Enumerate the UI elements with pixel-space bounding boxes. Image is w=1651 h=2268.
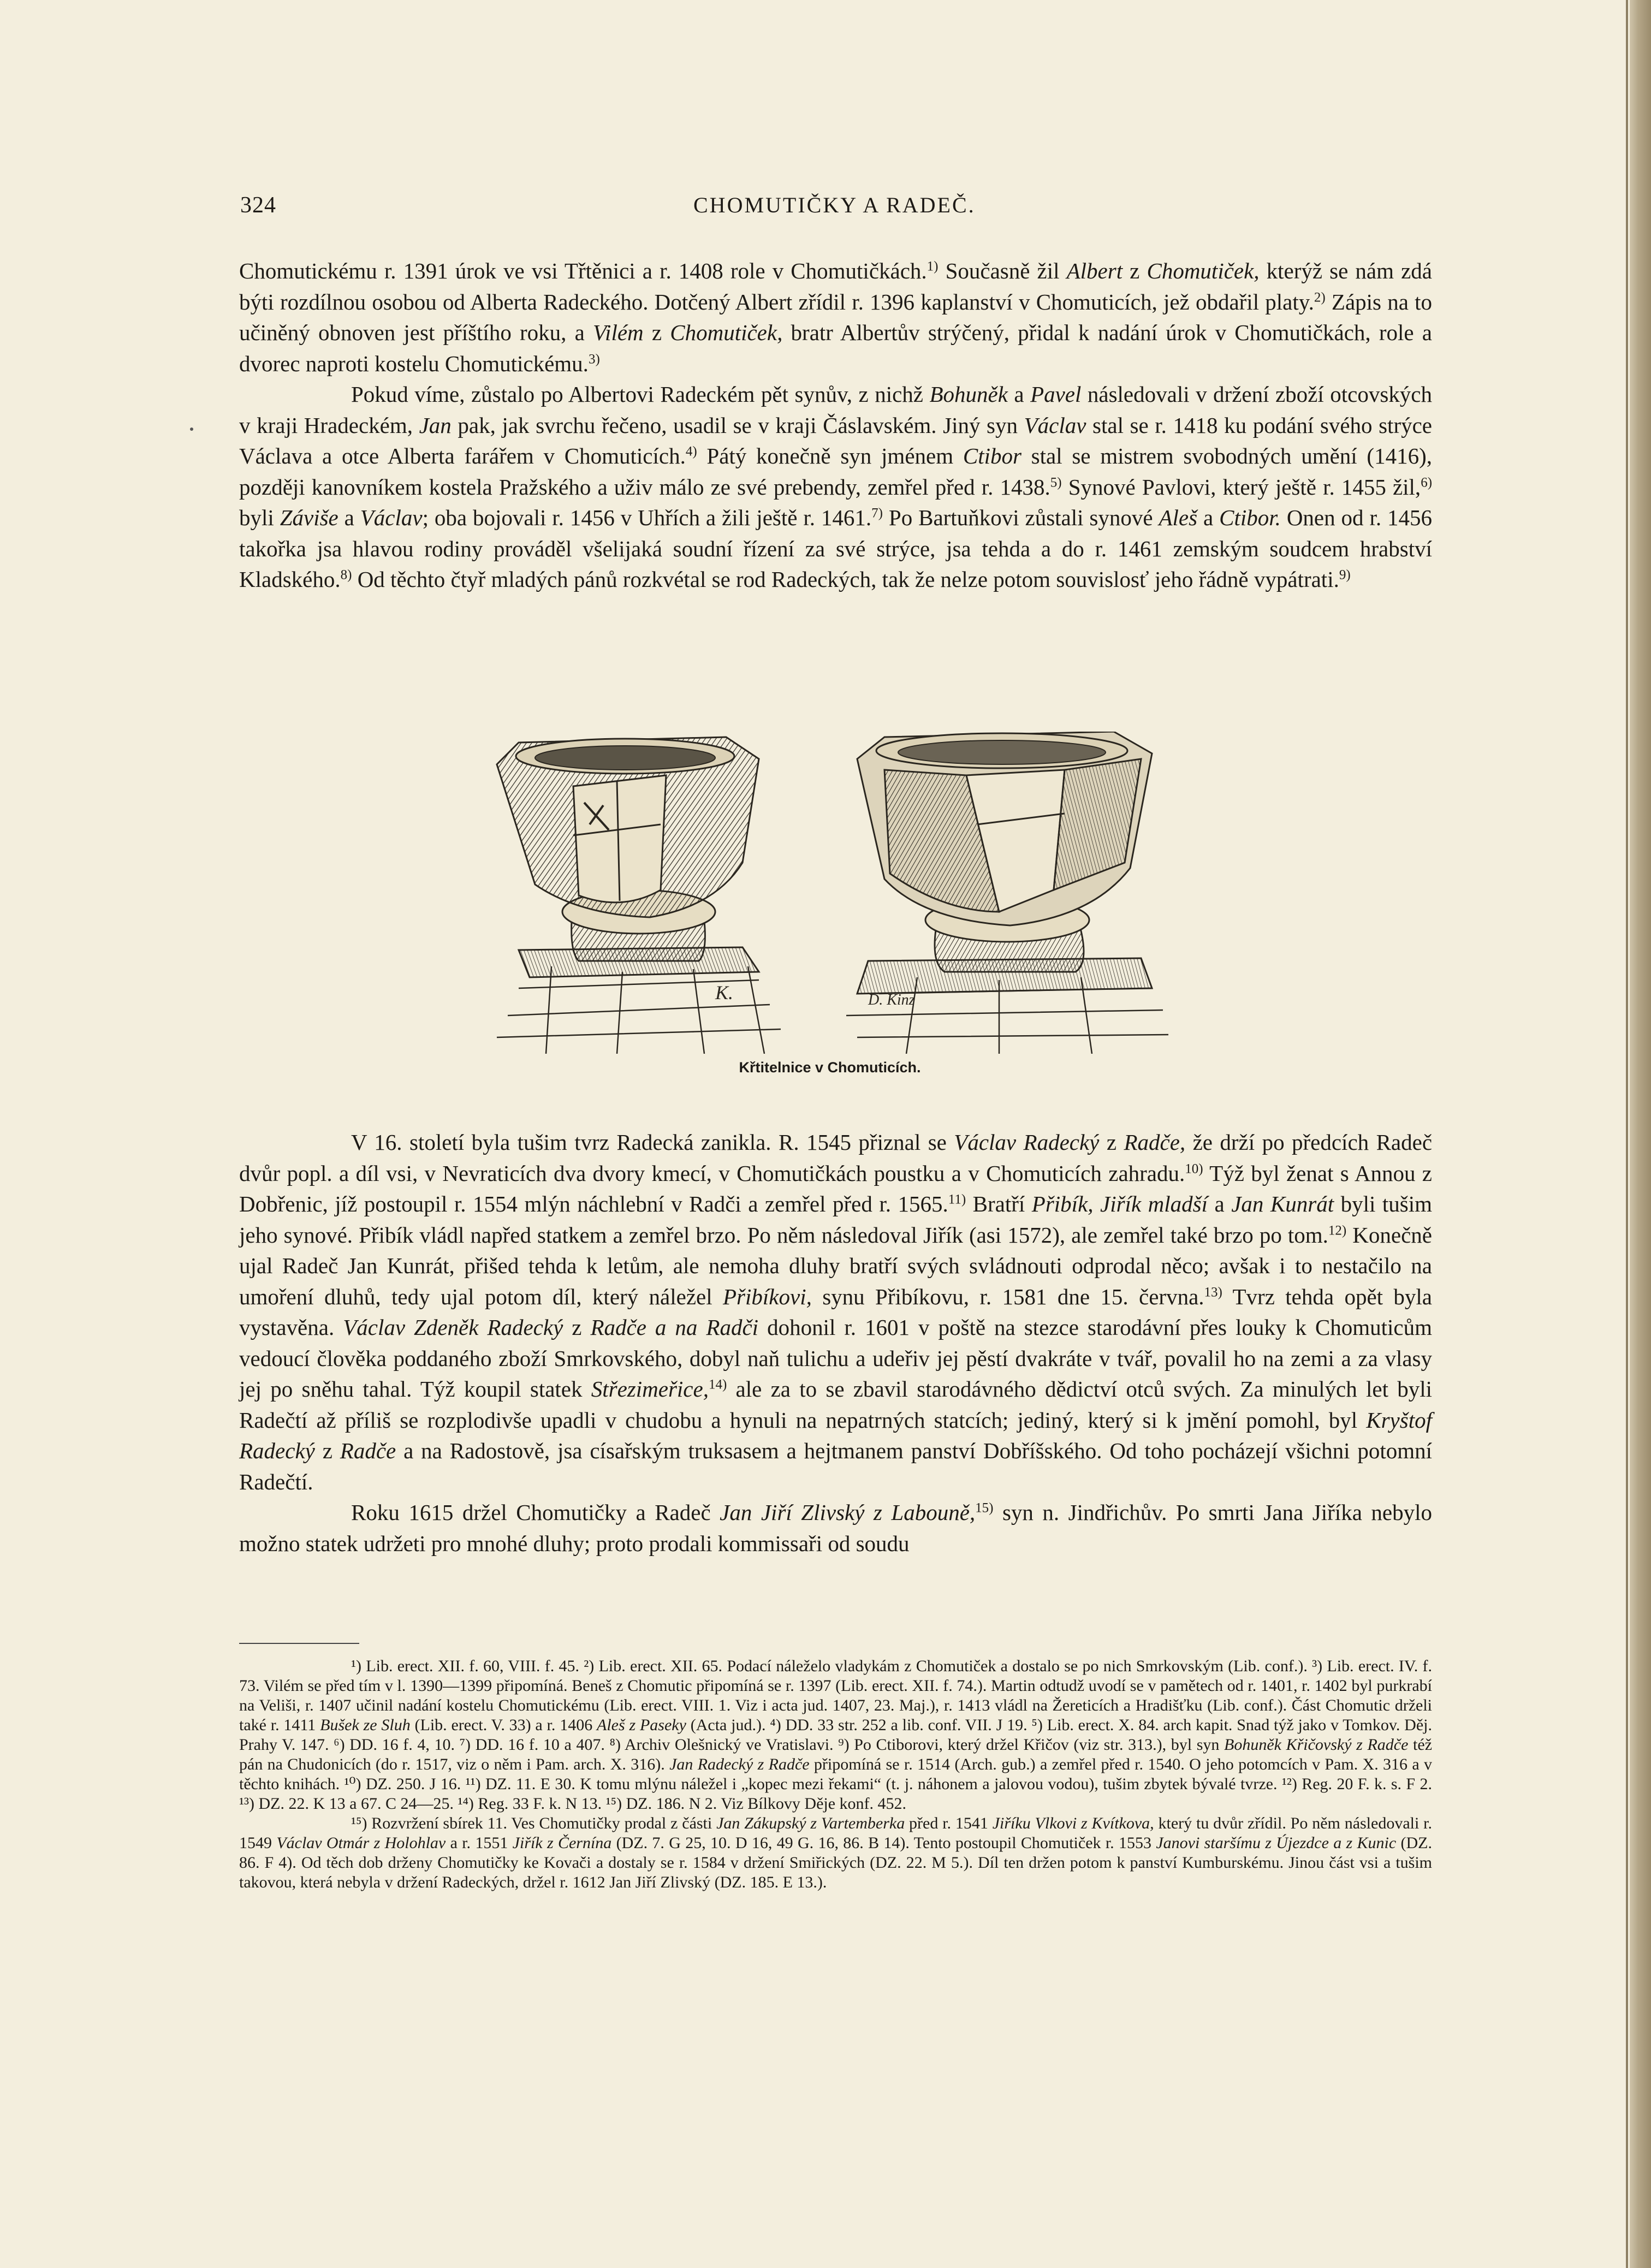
page-edge-line [1626,0,1628,2268]
baptismal-fonts-figure [486,732,1174,1081]
footnote-block-1: ¹) Lib. erect. XII. f. 60, VIII. f. 45. ²) Lib. erect. XII. 65. Podací náleželo vladykám z Chomutiček a dostalo se po nich Smrkovským (Lib. conf.). ³) Lib. erect. IV. f. 73. Vilém se před tím v l. 1390—1399 připomíná. Beneš z Chomutic připomíná se r. 1397 (Lib. erect. XII. f. 74.). Martin odtudž uvodí se v pamětech od r. 1401, r. 1402 byl purkrabí na Veliši, r. 1407 učinil nadání kostelu Chomutickému (Lib. erect. VIII. 1. Viz i acta jud. 1407, 23. Maj.), r. 1413 vládl na Žereticích a Hradišťku (Lib. conf.). Část Chomutic drželi také r. 1411 Bušek ze Sluh (Lib. erect. V. 33) a r. 1406 Aleš z Paseky (Acta jud.). ⁴) DD. 33 str. 252 a lib. conf. VII. J 19. ⁵) Lib. erect. X. 84. arch kapit. Snad týž jako v Tomkov. Děj. Prahy V. 147. ⁶) DD. 16 f. 4, 10. ⁷) DD. 16 f. 10 a 407. ⁸) Archiv Olešnický ve Vratislavi. ⁹) Po Ctiborovi, který držel Křičov (viz str. 313.), byl syn Bohuněk Křičovský z Radče též pán na Chudonicích (do r. 1517, viz o něm i Pam. arch. X. 316). Jan Radecký z Radče připomíná se r. 1514 (Arch. gub.) a zemřel před r. 1540. O jeho potomcích v Pam. X. 316 a v těchto knihách. ¹⁰) DZ. 250. J 16. ¹¹) DZ. 11. E 30. K tomu mlýnu náležel i „kopec mezi řekami“ (t. j. náhonem a jalovou vodou), tušim zbytek bývalé tvrze. ¹²) Reg. 20 F. k. s. F 2. ¹³) DZ. 22. K 13 a 67. C 24—25. ¹⁴) Reg. 33 F. k. N 13. ¹⁵) DZ. 186. N 2. Viz Bílkovy Děje konf. 452. [239,1657,1433,1813]
paragraph-3: V 16. století byla tušim tvrz Radecká zanikla. R. 1545 přiznal se Václav Radecký z Radče, že drží po předcích Radeč dvůr popl. a díl vsi, v Nevraticích dva dvory kmecí, v Chomutičkách poustku a v Chomuticích zahradu.$^{10)}$ Týž byl ženat s Annou z Dobřenic, jíž postoupil r. 1554 mlýn náchlební v Radči a zemřel před r. 1565.$^{11)}$ Bratří Přibík, Jiřík mladší a Jan Kunrát byli tušim jeho synové. Přibík vládl napřed statkem a zemřel brzo. Po něm následoval Jiřík (asi 1572), ale zemřel také brzo po tom.$^{12)}$ Konečně ujal Radeč Jan Kunrát, přišed tehda k letům, ale nemoha dluhy bratří svých svládnouti odprodal něco; avšak i to nestačilo na umoření dluhů, tedy ujal potom díl, který náležel Přibíkovi, synu Přibíkovu, r. 1581 dne 15. června.$^{13)}$ Tvrz tehda opět byla vystavěna. Václav Zdeněk Radecký z Radče a na Radči dohonil r. 1601 v poště na stezce starodávní přes louky k Chomuticům vedoucí člověka poddaného zboží Smrkovského, dobyl naň tulichu a udeřiv jej pěstí dvakráte v tvář, povalil ho na zemi a za vlasy jej po sněhu tahal. Týž koupil statek Střezimeřice,$^{14)}$ ale za to se zbavil starodávného dědictví otců svých. Za minulých let byli Radečtí až příliš se rozplodivše upadli v chudobu a hynuli na nepatrných statcích; jediný, který si k jmění pomohl, byl Kryštof Radecký z Radče a na Radostově, jsa císařským truksasem a hejtmanem panství Dobříšského. Od toho pocházejí všichni potomní Radečtí. [239,1130,1433,1494]
artist-signature-right: D. Kinz [868,991,915,1008]
page-number: 324 [240,193,276,218]
paragraph-2: Pokud víme, zůstalo po Albertovi Radeckém pět synův, z nichž Bohuněk a Pavel následovali v držení zboží otcovských v kraji Hradeckém, Jan pak, jak svrchu řečeno, usadil se v kraji Čáslavském. Jiný syn Václav stal se r. 1418 ku podání svého strýce Václava a otce Alberta farářem v Chomuticích.$^{4)}$ Pátý konečně syn jménem Ctibor stal se mistrem svobodných umění (1416), později kanovníkem kostela Pražského a uživ málo ze své prebendy, zemřel před r. 1438.$^{5)}$ Synové Pavlovi, který ještě r. 1455 žil,$^{6)}$ byli Záviše a Václav; oba bojovali r. 1456 v Uhřích a žili ještě r. 1461.$^{7)}$ Po Bartuňkovi zůstali synové Aleš a Ctibor. Onen od r. 1456 takořka jsa hlavou rodiny prováděl všelijaká soudní řízení za své strýce, jsa tehda a do r. 1461 zemským soudcem hrabství Kladského.$^{8)}$ Od těchto čtyř mladých pánů rozkvétal se rod Radeckých, tak že nelze potom souvislosť jeho řádně vypátrati.$^{9)}$ [239,382,1433,592]
artist-signature-left: K. [715,982,734,1004]
footnotes [239,1657,1432,1892]
margin-speck [190,428,193,431]
figure-caption: Křtitelnice v Chomuticích. [739,1059,921,1076]
text-block-upper [239,256,1432,595]
paragraph-4: Roku 1615 držel Chomutičky a Radeč Jan Jiří Zlivský z Labouně,$^{15)}$ syn n. Jindřichův. Po smrti Jana Jiříka nebylo možno statek udržeti pro mnohé dluhy; proto prodali kommissaři od soudu [239,1500,1432,1556]
font-illustration-left [486,732,792,1054]
page-edge [1630,0,1651,2268]
page-header [240,192,1430,225]
footnote-rule [239,1643,359,1644]
paragraph-1: Chomutickému r. 1391 úrok ve vsi Třtěnici a r. 1408 role v Chomutičkách.$^{1)}$ Současně žil Albert z Chomutiček, kterýž se nám zdá býti rozdílnou osobou od Alberta Radeckého. Dotčený Albert zřídil r. 1396 kaplanství v Chomuticích, jež obdařil platy.$^{2)}$ Zápis na to učiněný obnoven jest příštího roku, a Vilém z Chomutiček, bratr Albertův strýčený, přidal k nadání úrok v Chomutičkách, role a dvorec naproti kostelu Chomutickému.$^{3)}$ [239,258,1433,376]
footnote-block-2: ¹⁵) Rozvržení sbírek 11. Ves Chomutičky prodal z části Jan Zákupský z Vartemberka před r. 1541 Jiříku Vlkovi z Kvítkova, který tu dvůr zřídil. Po něm následovali r. 1549 Václav Otmár z Holohlav a r. 1551 Jiřík z Černína (DZ. 7. G 25, 10. D 16, 49 G. 16, 86. B 14). Tento postoupil Chomutiček r. 1553 Janovi staršímu z Újezdce a z Kunic (DZ. 86. F 4). Od těch dob drženy Chomutičky ke Kovači a dostaly se r. 1584 v držení Smiřických (DZ. 22. M 5.). Díl ten držen potom k panství Kumburskému. Jinou část vsi a tušim takovou, která nebyla v držení Radeckých, držel r. 1612 Jan Jiří Zlivský (DZ. 185. E 13.). [239,1814,1432,1891]
font-illustration-right [835,732,1174,1054]
text-block-lower [239,1127,1432,1559]
running-head: CHOMUTIČKY A RADEČ. [693,193,976,217]
